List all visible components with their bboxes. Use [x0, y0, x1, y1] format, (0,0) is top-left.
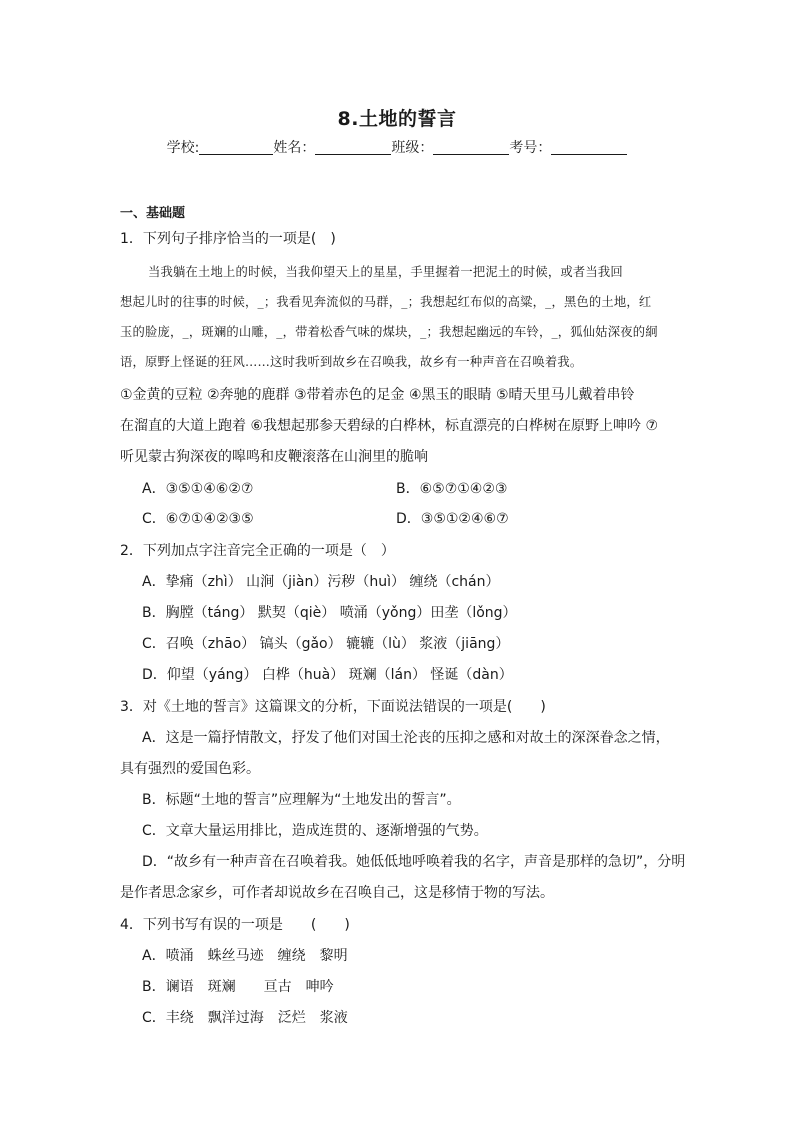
q3-option-d-cont: 是作者思念家乡，可作者却说故乡在召唤自己，这是移情于物的写法。 [120, 885, 554, 901]
class-blank[interactable] [433, 138, 509, 155]
question-4-stem: 4．下列书写有误的一项是 ( ) [120, 917, 350, 933]
q1-option-c: C．⑥⑦①④②③⑤ [142, 511, 254, 527]
q1-items-line: 在溜直的大道上跑着 ⑥我想起那参天碧绿的白桦林，标直漂亮的白桦树在原野上呻吟 ⑦ [120, 418, 658, 434]
q1-passage-line: 玉的脸庞，_，斑斓的山雕，_，带着松香气味的煤块，_；我想起幽远的车铃，_，狐仙姑深夜的絅 [120, 325, 658, 339]
question-2-stem: 2．下列加点字注音完全正确的一项是（ ） [120, 543, 395, 559]
school-blank[interactable] [199, 138, 273, 155]
name-label: 姓名： [273, 140, 316, 156]
student-info-line [0, 137, 794, 157]
question-3-stem: 3．对《土地的誓言》这篇课文的分析，下面说法错误的一项是( ) [120, 699, 546, 715]
q2-option-c: C．召唤（zhāo） 镐头（gǎo） 辘辘（lù） 浆液（jiāng） [142, 636, 510, 652]
q2-option-a: A．挚痛（zhì） 山涧（jiàn）污秽（huì） 缠绕（chán） [142, 574, 500, 590]
q3-option-b: B．标题“土地的誓言”应理解为“土地发出的誓言”。 [142, 792, 461, 808]
q1-passage-line: 当我躺在土地上的时候，当我仰望天上的星星，手里握着一把泥土的时候，或者当我回 [148, 265, 623, 279]
q4-option-a: A．喷涌 蛛丝马迹 缠绕 黎明 [142, 948, 348, 964]
exam-number-blank[interactable] [551, 138, 627, 155]
q1-option-b: B．⑥⑤⑦①④②③ [396, 481, 508, 497]
q1-option-d: D．③⑤①②④⑥⑦ [396, 511, 509, 527]
q4-option-b: B．谰语 斑斓 亘古 呻吟 [142, 979, 334, 995]
q1-option-a: A．③⑤①④⑥②⑦ [142, 481, 254, 497]
q3-option-c: C．文章大量运用排比，造成连贯的、逐渐增强的气势。 [142, 823, 488, 839]
exam-number-label: 考号： [509, 140, 552, 156]
name-blank[interactable] [315, 138, 391, 155]
document-title: 8.土地的誓言 [337, 108, 457, 130]
q1-passage-line: 语，原野上怪诞的狂风……这时我听到故乡在召唤我，故乡有一种声音在召唤着我。 [120, 355, 583, 369]
q4-option-c: C．丰绕 飘洋过海 泛烂 浆液 [142, 1010, 348, 1026]
section-heading: 一、基础题 [120, 206, 186, 221]
q3-option-a-cont: 具有强烈的爱国色彩。 [120, 761, 260, 777]
q2-option-d: D．仰望（yáng） 白桦（huà） 斑斓（lán） 怪诞（dàn） [142, 667, 513, 683]
class-label: 班级： [391, 140, 434, 156]
q1-passage-line: 想起儿时的往事的时候，_；我看见奔流似的马群，_；我想起红布似的高粱，_，黑色的土地，红 [120, 295, 652, 309]
q2-option-b: B．胸膛（táng） 默契（qiè） 喷涌（yǒng）田垄（lǒng） [142, 605, 517, 621]
q3-option-d: D．“故乡有一种声音在召唤着我。她低低地呼唤着我的名字，声音是那样的急切”，分明 [142, 854, 686, 870]
question-1-stem: 1．下列句子排序恰当的一项是( ) [120, 231, 336, 247]
q3-option-a: A．这是一篇抒情散文，抒发了他们对国土沦丧的压抑之感和对故土的深深眷念之情， [142, 730, 670, 746]
school-label: 学校: [166, 140, 200, 156]
q1-items-line: ①金黄的豆粒 ②奔驰的鹿群 ③带着赤色的足金 ④黑玉的眼睛 ⑤晴天里马儿戴着串铃 [120, 387, 635, 403]
q1-items-line: 听见蒙古狗深夜的嗥鸣和皮鞭滚落在山涧里的脆响 [120, 449, 428, 465]
